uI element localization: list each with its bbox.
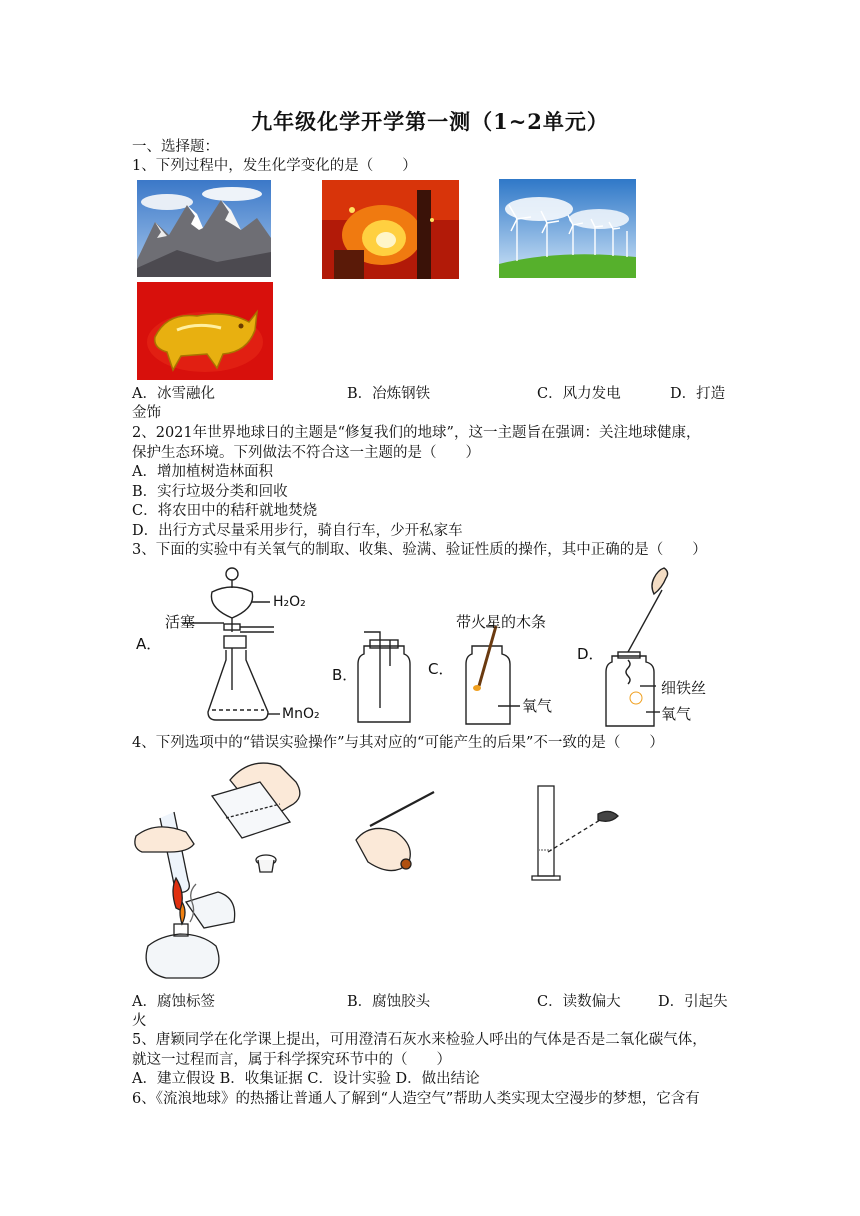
q1-option-a: A．冰雪融化 — [132, 386, 215, 402]
q3-label-h2o2: H₂O₂ — [273, 594, 306, 610]
q3-label-oxygen-c: 氧气 — [522, 697, 553, 715]
q3-label-stopcock: 活塞 — [165, 613, 196, 631]
q4-option-b: B．腐蚀胶头 — [347, 994, 431, 1010]
q4-option-a: A．腐蚀标签 — [132, 994, 215, 1010]
q3-label-iron-wire: 细铁丝 — [661, 679, 707, 697]
q2-option-c: C．将农田中的秸秆就地焚烧 — [132, 503, 318, 519]
q4-option-d: D．引起失 — [658, 994, 728, 1010]
q3-apparatus-figure — [128, 560, 738, 732]
q2-stem-line1: 2、2021年世界地球日的主题是“修复我们的地球”，这一主题旨在强调：关注地球健康， — [132, 425, 701, 441]
snow-mountain-image — [137, 180, 271, 277]
gold-ornament-image — [137, 282, 273, 380]
q3-label-a: A． — [136, 635, 162, 653]
steel-smelting-image — [322, 180, 459, 279]
q2-option-a: A．增加植树造林面积 — [132, 464, 273, 480]
page-title: 九年级化学开学第一测（1~2单元） — [251, 109, 609, 134]
q4-stem: 4、下列选项中的“错误实验操作”与其对应的“可能产生的后果”不一致的是（ ） — [132, 735, 664, 751]
q6-stem-line1: 6、《流浪地球》的热播让普通人了解到“人造空气”帮助人类实现太空漫步的梦想，它含有 — [132, 1091, 700, 1107]
q3-stem: 3、下面的实验中有关氧气的制取、收集、验满、验证性质的操作，其中正确的是（ ） — [132, 542, 707, 558]
q1-option-c: C．风力发电 — [537, 386, 621, 402]
wind-power-image — [499, 179, 636, 278]
q1-option-d: D．打造 — [670, 386, 726, 402]
q2-option-d: D．出行方式尽量采用步行，骑自行车，少开私家车 — [132, 523, 463, 539]
q3-label-c: C． — [428, 660, 454, 678]
q3-label-splint: 带火星的木条 — [456, 613, 547, 631]
q4-operations-figure — [130, 752, 750, 992]
q1-stem: 1、下列过程中，发生化学变化的是（ ） — [132, 158, 417, 174]
q3-label-mno2: MnO₂ — [282, 706, 320, 722]
q5-stem-line1: 5、唐颖同学在化学课上提出，可用澄清石灰水来检验人呼出的气体是否是二氧化碳气体， — [132, 1032, 707, 1048]
q2-option-b: B．实行垃圾分类和回收 — [132, 484, 288, 500]
q2-stem-line2: 保护生态环境。下列做法不符合这一主题的是（ ） — [132, 445, 480, 461]
q1-option-b: B．冶炼钢铁 — [347, 386, 431, 402]
q1-option-d-wrap: 金饰 — [132, 405, 161, 421]
section-heading: 一、选择题： — [132, 139, 219, 155]
q4-option-c: C．读数偏大 — [537, 994, 621, 1010]
q3-label-d: D． — [577, 645, 604, 663]
q3-label-b: B． — [332, 666, 358, 684]
q4-option-d-wrap: 火 — [132, 1013, 147, 1029]
q5-options: A．建立假设 B．收集证据 C．设计实验 D．做出结论 — [132, 1071, 480, 1087]
q5-stem-line2: 就这一过程而言，属于科学探究环节中的（ ） — [132, 1052, 451, 1068]
q3-label-oxygen-d: 氧气 — [661, 705, 692, 723]
